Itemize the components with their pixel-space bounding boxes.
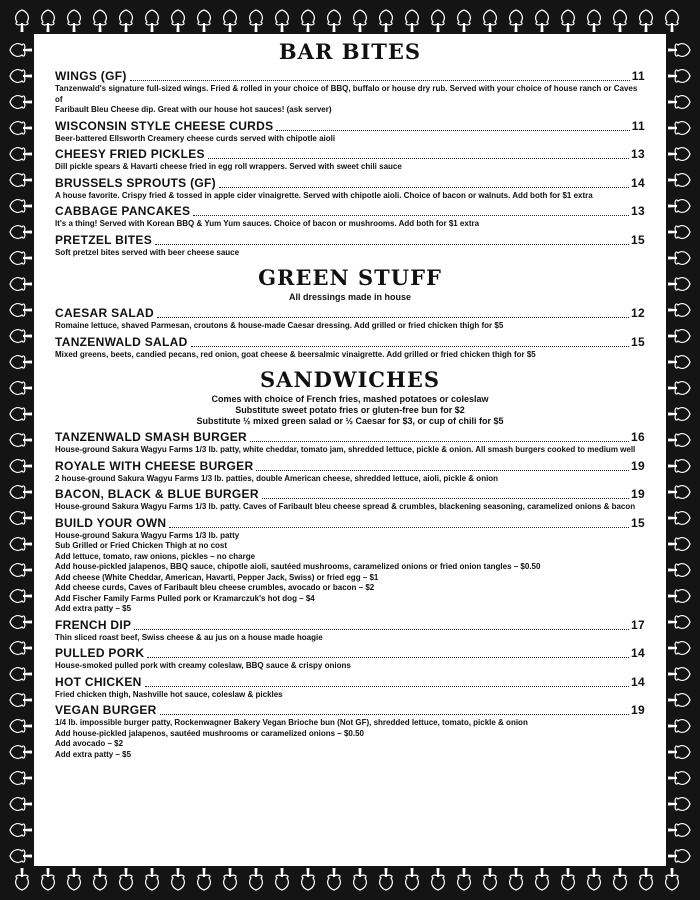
menu-item-description: 1/4 lb. impossible burger patty, Rockenwagner Bakery Vegan Brioche bun (Not GF), shredded lettuce, tomato, pickle & onion [55, 718, 528, 727]
menu-item-header [55, 204, 645, 219]
menu-item-price: 11 [631, 118, 645, 133]
menu-item-price: 19 [631, 487, 645, 501]
menu-item [55, 147, 645, 173]
menu-item-name: BUILD YOUR OWN [55, 515, 167, 530]
menu-item [55, 176, 645, 202]
menu-item-name: TANZENWALD SALAD [55, 334, 188, 349]
menu-item-price: 12 [631, 306, 645, 320]
menu-item-name: PULLED PORK [55, 646, 145, 660]
menu-item [55, 204, 645, 230]
menu-item-description: Dill pickle spears & Havarti cheese fried in egg roll wrappers. Served with sweet chili sauce [55, 162, 402, 171]
menu-item-header [55, 176, 645, 191]
menu-item-description: Add Fischer Family Farms Pulled pork or Kramarczuk's hot dog – $4 [55, 593, 315, 603]
menu-item [55, 459, 645, 485]
dot-leader [262, 498, 629, 499]
menu-item [55, 335, 645, 361]
menu-item-description: Soft pretzel bites served with beer cheese sauce [55, 247, 240, 257]
dot-leader [160, 714, 629, 715]
dot-leader [193, 215, 629, 216]
menu-item-description: It's a thing! Served with Korean BBQ & Yum Yum sauces. Choice of bacon or mushrooms. Add both for $1 extra [55, 219, 480, 228]
menu-item [55, 430, 645, 456]
menu-item-price: 13 [631, 147, 645, 161]
menu-item-description: House-ground Sakura Wagyu Farms 1/3 lb. patty. Caves of Faribault bleu cheese spread & crumbles, blackening seasoning, caramelized onions & bacon [55, 502, 636, 511]
section-title: GREEN STUFF [258, 265, 442, 290]
dot-leader [250, 441, 629, 442]
section-title: SANDWICHES [260, 367, 440, 392]
menu-item-header [55, 306, 645, 321]
dot-leader [130, 80, 630, 81]
menu-item-name: BACON, BLACK & BLUE BURGER [55, 487, 259, 501]
section-subtitle: Substitute sweet potato fries or gluten-free bun for $2 [235, 405, 465, 415]
menu-item-description: Add extra patty – $5 [55, 749, 132, 759]
menu-item [55, 306, 645, 332]
menu-item-description: Add lettuce, tomato, raw onions, pickles – no charge [55, 551, 256, 561]
menu-item [55, 119, 645, 145]
dot-leader [169, 527, 629, 528]
dot-leader [134, 629, 629, 630]
menu-item-name: WINGS (GF) [55, 69, 127, 83]
menu-item-name: WISCONSIN STYLE CHEESE CURDS [55, 118, 274, 133]
menu-item [55, 675, 645, 701]
menu-item-description: Romaine lettuce, shaved Parmesan, croutons & house-made Caesar dressing. Add grilled or fried chicken thigh for $5 [55, 321, 504, 330]
menu-section [55, 264, 645, 360]
dot-leader [145, 686, 629, 687]
menu-item-header [55, 618, 645, 633]
menu-item-description: Add avocado – $2 [55, 739, 124, 748]
menu-item-description: Sub Grilled or Fried Chicken Thigh at no cost [55, 541, 228, 550]
menu-item-header [55, 675, 645, 690]
menu-item-price: 19 [631, 458, 645, 473]
dot-leader [276, 130, 629, 131]
menu-item-header [55, 233, 645, 248]
dot-leader [147, 657, 629, 658]
menu-item-price: 16 [631, 430, 645, 444]
menu-item-price: 15 [631, 334, 645, 349]
menu-item-description: House-smoked pulled pork with creamy coleslaw, BBQ sauce & crispy onions [55, 661, 351, 670]
menu-item-description: Thin sliced roast beef, Swiss cheese & au jus on a house made hoagie [55, 632, 323, 642]
menu-item-price: 15 [631, 232, 645, 247]
menu-item-description: Add house-pickled jalapenos, sautéed mushrooms or caramelized onions – $0.50 [55, 728, 364, 738]
menu-item-price: 11 [631, 69, 645, 83]
menu-item-name: BRUSSELS SPROUTS (GF) [55, 175, 216, 190]
menu-item-header [55, 459, 645, 474]
menu-item-description: Beer-battered Ellsworth Creamery cheese curds served with chipotle aioli [55, 133, 336, 143]
menu-section [55, 38, 645, 258]
menu-item-price: 17 [631, 617, 645, 632]
menu-content [55, 38, 645, 760]
dot-leader [157, 317, 629, 318]
menu-item-name: FRENCH DIP [55, 617, 132, 632]
menu-item-price: 14 [631, 175, 645, 190]
menu-item [55, 646, 645, 672]
menu-item-price: 19 [631, 703, 645, 717]
menu-item-name: CABBAGE PANCAKES [55, 204, 191, 218]
menu-item-header [55, 646, 645, 661]
section-title: BAR BITES [278, 39, 422, 64]
menu-item-description: 2 house-ground Sakura Wagyu Farms 1/3 lb. patties, double American cheese, shredded lettuce, aioli, pickle & onion [55, 473, 499, 483]
menu-item [55, 487, 645, 513]
menu-item-description: House-ground Sakura Wagyu Farms 1/3 lb. patty, white cheddar, tomato jam, shredded lettuce, pickle & onion. All smash burgers cooked to medium well [55, 445, 636, 454]
menu-item-header [55, 335, 645, 350]
menu-item-header [55, 703, 645, 718]
menu-item-name: ROYALE WITH CHEESE BURGER [55, 458, 254, 473]
menu-item-name: PRETZEL BITES [55, 232, 153, 247]
menu-item-description: A house favorite. Crispy fried & tossed in apple cider vinaigrette. Served with chipotle aioli. Choice of bacon or walnuts. Add both for $1 extra [55, 190, 593, 200]
menu-item-description: Add cheese (White Cheddar, American, Havarti, Pepper Jack, Swiss) or fried egg – $1 [55, 572, 379, 582]
menu-item-name: CAESAR SALAD [55, 306, 154, 320]
dot-leader [256, 470, 629, 471]
menu-item-header [55, 147, 645, 162]
menu-item-description: Tanzenwald's signature full-sized wings. Fried & rolled in your choice of BBQ, buffalo or house dry rub. Served with your choice of house ranch or Caves of [55, 84, 638, 104]
menu-item [55, 516, 645, 615]
menu-item [55, 618, 645, 644]
dot-leader [191, 346, 629, 347]
menu-section [55, 366, 645, 760]
menu-item [55, 233, 645, 259]
menu-item-header [55, 516, 645, 531]
dot-leader [208, 158, 629, 159]
menu-item-description: Fried chicken thigh, Nashville hot sauce, coleslaw & pickles [55, 689, 283, 699]
menu-item-header [55, 69, 645, 84]
menu-item-description: Faribault Bleu Cheese dip. Great with our house hot sauces! (ask server) [55, 105, 332, 114]
menu-item [55, 69, 645, 116]
menu-item-price: 14 [631, 646, 645, 660]
menu-item-name: VEGAN BURGER [55, 703, 157, 717]
menu-item-header [55, 487, 645, 502]
menu-item-description: Add house-pickled jalapenos, BBQ sauce, chipotle aioli, sautéed mushrooms, caramelized onions or fried onion tangles – $0.50 [55, 562, 541, 571]
section-subtitle: Comes with choice of French fries, mashed potatoes or coleslaw [211, 394, 489, 404]
menu-item-description: Add cheese curds, Caves of Faribault bleu cheese crumbles, avocado or bacon – $2 [55, 583, 375, 592]
menu-item-header [55, 119, 645, 134]
menu-item-name: CHEESY FRIED PICKLES [55, 147, 205, 161]
section-subtitle: Substitute ½ mixed green salad or ½ Caesar for $3, or cup of chili for $5 [196, 416, 504, 426]
dot-leader [155, 244, 629, 245]
menu-item-name: HOT CHICKEN [55, 674, 142, 689]
menu-item-description: House-ground Sakura Wagyu Farms 1/3 lb. patty [55, 530, 240, 540]
menu-item-description: Mixed greens, beets, candied pecans, red onion, goat cheese & beersalmic vinaigrette. Add grilled or fried chicken thigh for $5 [55, 349, 536, 359]
dot-leader [219, 187, 629, 188]
menu-item-price: 15 [631, 515, 645, 530]
menu-item-price: 14 [631, 674, 645, 689]
section-subtitle: All dressings made in house [288, 292, 412, 302]
menu-item [55, 703, 645, 760]
menu-item-price: 13 [631, 204, 645, 218]
menu-item-header [55, 430, 645, 445]
menu-item-name: TANZENWALD SMASH BURGER [55, 430, 248, 444]
menu-item-description: Add extra patty – $5 [55, 604, 132, 613]
